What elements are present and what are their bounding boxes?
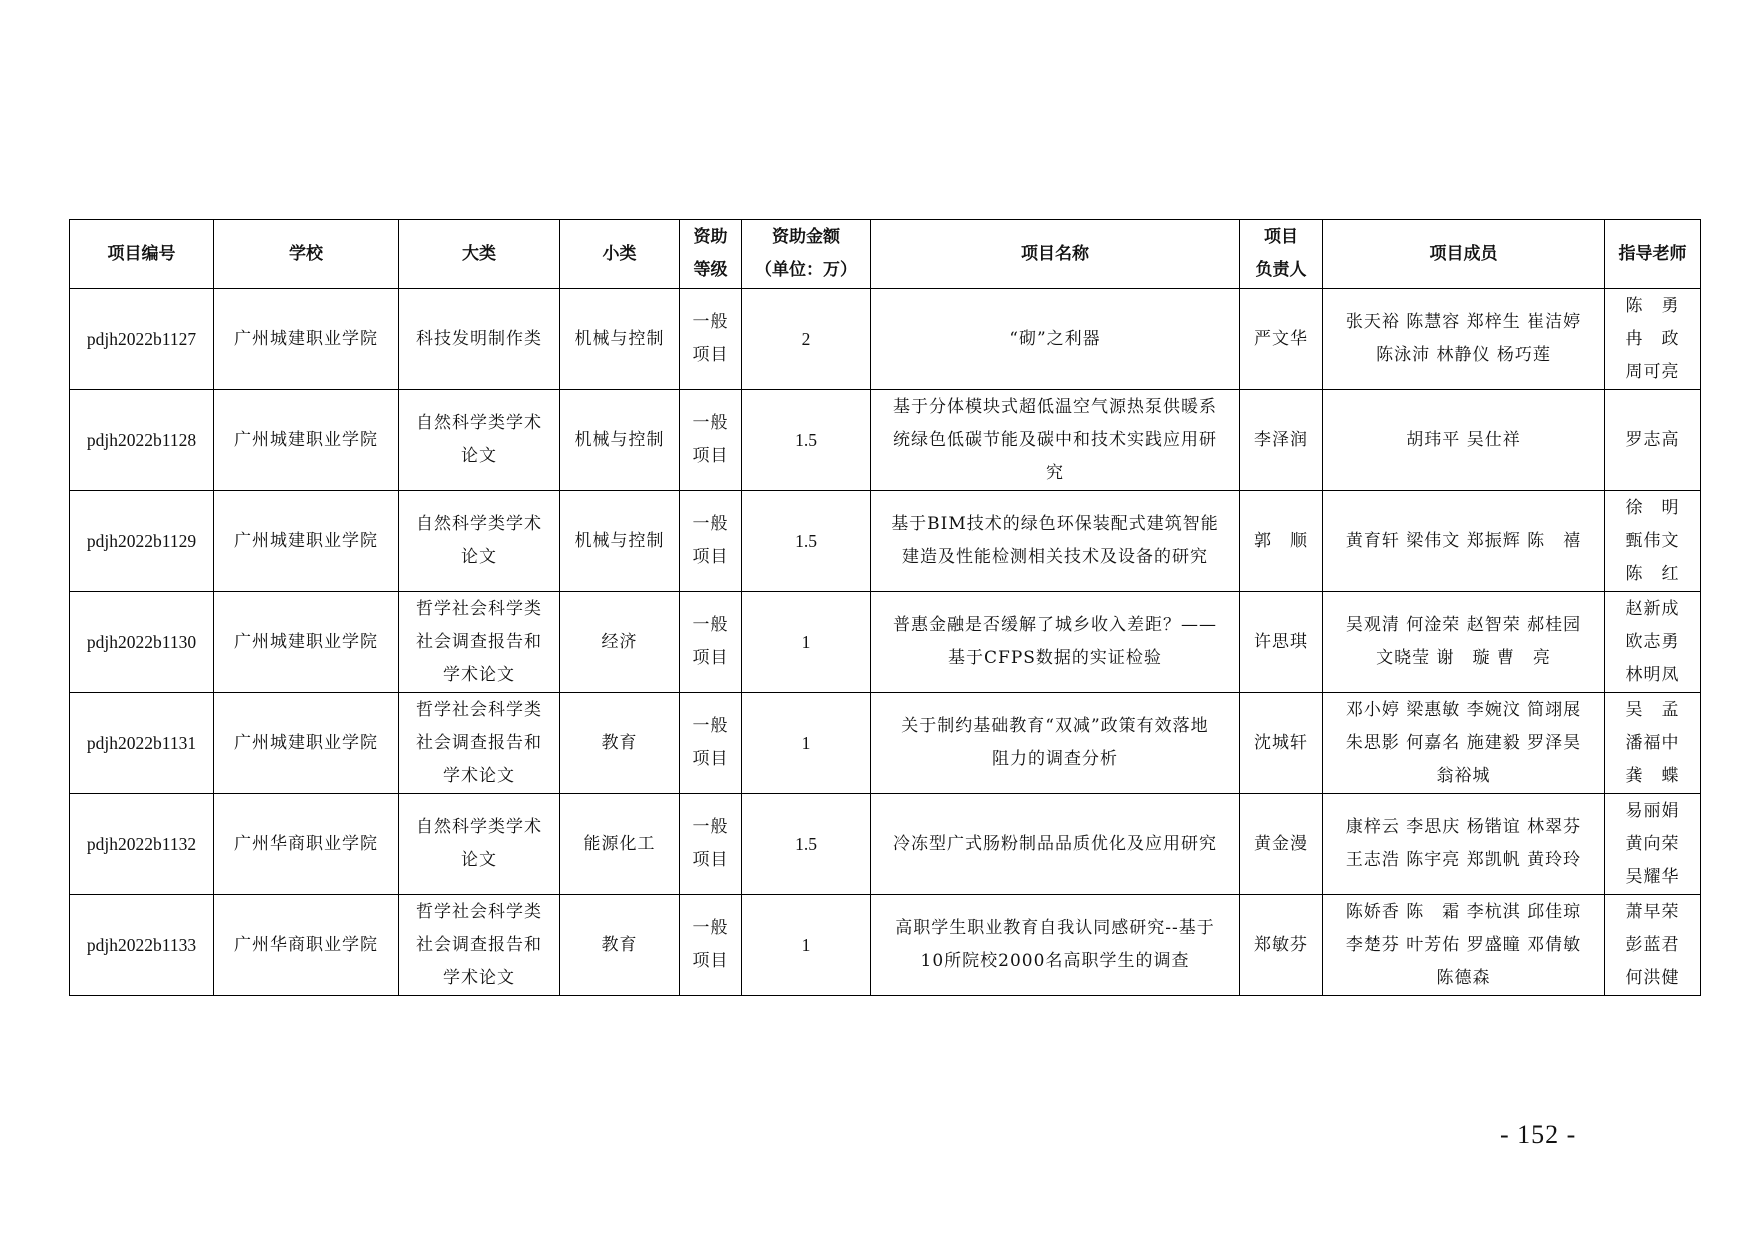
- cell-line: 何洪健: [1625, 967, 1680, 988]
- project-leader-cell: 黄金漫: [1240, 794, 1323, 895]
- cell-line: 黄向荣: [1625, 833, 1680, 854]
- project-members-cell: [1323, 289, 1605, 390]
- cell-line: 小类: [602, 243, 637, 264]
- cell-line: 社会调查报告和: [416, 732, 542, 753]
- school-cell: 广州城建职业学院: [214, 289, 399, 390]
- cell-line: 论文: [461, 547, 497, 567]
- advisors-cell: [1605, 592, 1701, 693]
- funding-level-cell: [680, 895, 742, 996]
- cell-line: 项目: [692, 446, 729, 466]
- advisors-cell: [1605, 491, 1701, 592]
- project-members-cell: [1323, 794, 1605, 895]
- subcategory-cell: 机械与控制: [560, 390, 680, 491]
- cell-line: 陈德森: [1436, 967, 1491, 988]
- project-name-cell: [871, 693, 1240, 794]
- cell-line: 自然科学类学术: [416, 514, 542, 534]
- cell-line: 社会调查报告和: [416, 631, 542, 652]
- school-cell: 广州城建职业学院: [214, 693, 399, 794]
- cell-line: 潘福中: [1625, 732, 1680, 753]
- cell-line: 陈 勇: [1625, 295, 1680, 316]
- project-code-cell: pdjh2022b1133: [70, 895, 214, 996]
- cell-line: 陈娇香 陈 霜 李杭淇 邱佳琼: [1345, 901, 1582, 922]
- cell-line: 项目: [692, 749, 729, 769]
- cell-line: 欧志勇: [1625, 631, 1680, 652]
- cell-line: 文晓莹 谢 璇 曹 亮: [1376, 648, 1551, 668]
- project-members-cell: [1323, 895, 1605, 996]
- cell-line: 哲学社会科学类: [416, 598, 542, 619]
- cell-line: 学术论文: [443, 765, 515, 786]
- cell-line: 黄育轩 梁伟文 郑振辉 陈 禧: [1345, 530, 1582, 551]
- cell-line: 学术论文: [443, 967, 515, 988]
- cell-line: 一般: [692, 817, 729, 837]
- project-name-cell: [871, 794, 1240, 895]
- cell-line: 10所院校2000名高职学生的调查: [920, 951, 1190, 971]
- project-name-cell: [871, 491, 1240, 592]
- cell-line: 项目编号: [107, 243, 176, 264]
- table-row: [70, 895, 1701, 996]
- header-project-code: [70, 220, 214, 289]
- funding-amount-cell: 1.5: [742, 390, 871, 491]
- project-members-cell: [1323, 693, 1605, 794]
- project-name-cell: [871, 390, 1240, 491]
- project-code-cell: pdjh2022b1127: [70, 289, 214, 390]
- funding-level-cell: [680, 289, 742, 390]
- header-row: [70, 220, 1701, 289]
- cell-line: 项目: [1264, 227, 1298, 247]
- advisors-cell: [1605, 895, 1701, 996]
- advisors-cell: [1605, 390, 1701, 491]
- table-row: [70, 289, 1701, 390]
- table-row: [70, 491, 1701, 592]
- cell-line: 一般: [692, 716, 729, 736]
- funding-amount-cell: 2: [742, 289, 871, 390]
- cell-line: 项目成员: [1429, 243, 1498, 264]
- cell-line: 项目: [692, 345, 729, 365]
- cell-line: 张天裕 陈慧容 郑梓生 崔洁婷: [1345, 312, 1582, 332]
- cell-line: 胡玮平 吴仕祥: [1406, 429, 1521, 450]
- cell-line: 一般: [692, 918, 729, 938]
- cell-line: 大类: [462, 243, 496, 264]
- funding-amount-cell: 1: [742, 895, 871, 996]
- cell-line: 自然科学类学术: [416, 413, 542, 433]
- project-name-cell: [871, 895, 1240, 996]
- cell-line: 冷冻型广式肠粉制品品质优化及应用研究: [893, 833, 1217, 854]
- advisors-cell: [1605, 289, 1701, 390]
- project-leader-cell: 郑敏芬: [1240, 895, 1323, 996]
- cell-line: 学校: [289, 243, 323, 264]
- table-row: [70, 390, 1701, 491]
- cell-line: 吴观清 何淦荣 赵智荣 郝桂园: [1345, 615, 1582, 635]
- table-row: [70, 794, 1701, 895]
- header-funding-level: [680, 220, 742, 289]
- funding-level-cell: [680, 491, 742, 592]
- advisors-cell: [1605, 693, 1701, 794]
- advisors-cell: [1605, 794, 1701, 895]
- projects-table: [69, 219, 1701, 996]
- cell-line: 李楚芬 叶芳佑 罗盛瞳 邓倩敏: [1345, 934, 1582, 955]
- cell-line: 哲学社会科学类: [416, 901, 542, 922]
- header-category: [399, 220, 560, 289]
- cell-line: 论文: [461, 850, 497, 870]
- subcategory-cell: 机械与控制: [560, 491, 680, 592]
- cell-line: 项目: [692, 648, 729, 668]
- cell-line: 吴 孟: [1625, 699, 1680, 720]
- header-school: [214, 220, 399, 289]
- cell-line: 林明凤: [1625, 664, 1680, 685]
- cell-line: 社会调查报告和: [416, 934, 542, 955]
- cell-line: 王志浩 陈宇亮 郑凯帆 黄玲玲: [1345, 850, 1582, 870]
- cell-line: 项目: [692, 547, 729, 567]
- cell-line: 龚 蝶: [1625, 765, 1680, 786]
- cell-line: 徐 明: [1625, 497, 1680, 518]
- cell-line: 论文: [461, 446, 497, 466]
- school-cell: 广州城建职业学院: [214, 491, 399, 592]
- cell-line: 冉 政: [1625, 328, 1680, 349]
- cell-line: 指导老师: [1618, 243, 1687, 264]
- funding-level-cell: [680, 390, 742, 491]
- cell-line: 赵新成: [1625, 598, 1680, 619]
- cell-line: 一般: [692, 615, 729, 635]
- project-code-cell: pdjh2022b1130: [70, 592, 214, 693]
- project-leader-cell: 李泽润: [1240, 390, 1323, 491]
- cell-line: 一般: [692, 514, 729, 534]
- cell-line: 易丽娟: [1625, 800, 1680, 821]
- header-funding-amount: [742, 220, 871, 289]
- funding-level-cell: [680, 693, 742, 794]
- cell-line: 项目名称: [1021, 243, 1089, 264]
- school-cell: 广州华商职业学院: [214, 895, 399, 996]
- cell-line: 甄伟文: [1625, 530, 1680, 551]
- cell-line: 翁裕城: [1436, 765, 1491, 786]
- cell-line: 罗志高: [1625, 429, 1680, 450]
- cell-line: 自然科学类学术: [416, 817, 542, 837]
- cell-line: 基于分体模块式超低温空气源热泵供暖系: [893, 396, 1217, 417]
- project-leader-cell: 严文华: [1240, 289, 1323, 390]
- category-cell: [399, 390, 560, 491]
- cell-line: 负责人: [1255, 260, 1307, 280]
- school-cell: 广州城建职业学院: [214, 390, 399, 491]
- cell-line: 项目: [692, 951, 729, 971]
- subcategory-cell: 教育: [560, 895, 680, 996]
- header-project-leader: [1240, 220, 1323, 289]
- cell-line: 项目: [692, 850, 729, 870]
- cell-line: 基于CFPS数据的实证检验: [948, 648, 1162, 668]
- project-members-cell: [1323, 390, 1605, 491]
- category-cell: [399, 895, 560, 996]
- cell-line: 科技发明制作类: [416, 328, 542, 349]
- funding-level-cell: [680, 794, 742, 895]
- cell-line: 陈泳沛 林静仪 杨巧莲: [1376, 345, 1551, 365]
- project-leader-cell: 郭 顺: [1240, 491, 1323, 592]
- table-row: [70, 693, 1701, 794]
- category-cell: [399, 693, 560, 794]
- cell-line: 阻力的调查分析: [992, 749, 1118, 769]
- cell-line: 资助: [693, 227, 728, 247]
- project-name-cell: [871, 592, 1240, 693]
- cell-line: 一般: [692, 312, 729, 332]
- cell-line: 一般: [692, 413, 729, 433]
- cell-line: 朱思影 何嘉名 施建毅 罗泽昊: [1345, 732, 1582, 753]
- category-cell: [399, 289, 560, 390]
- project-members-cell: [1323, 491, 1605, 592]
- subcategory-cell: 机械与控制: [560, 289, 680, 390]
- subcategory-cell: 教育: [560, 693, 680, 794]
- cell-line: 普惠金融是否缓解了城乡收入差距？——: [893, 615, 1217, 635]
- cell-line: 康梓云 李思庆 杨锴谊 林翠芬: [1345, 817, 1582, 837]
- project-name-cell: [871, 289, 1240, 390]
- table-body: [70, 289, 1701, 996]
- funding-level-cell: [680, 592, 742, 693]
- subcategory-cell: 经济: [560, 592, 680, 693]
- subcategory-cell: 能源化工: [560, 794, 680, 895]
- cell-line: 陈 红: [1625, 563, 1680, 584]
- cell-line: 等级: [693, 260, 728, 280]
- page-number: - 152 -: [1500, 1120, 1577, 1149]
- cell-line: 建造及性能检测相关技术及设备的研究: [902, 547, 1208, 567]
- category-cell: [399, 794, 560, 895]
- table-row: [70, 592, 1701, 693]
- cell-line: 基于BIM技术的绿色环保装配式建筑智能: [891, 514, 1219, 534]
- funding-amount-cell: 1: [742, 693, 871, 794]
- cell-line: 邓小婷 梁惠敏 李婉汶 简翊展: [1345, 699, 1582, 720]
- project-code-cell: pdjh2022b1132: [70, 794, 214, 895]
- cell-line: 究: [1046, 462, 1064, 483]
- project-code-cell: pdjh2022b1128: [70, 390, 214, 491]
- cell-line: 资助金额: [772, 227, 840, 247]
- header-subcategory: [560, 220, 680, 289]
- cell-line: 周可亮: [1625, 361, 1680, 382]
- school-cell: 广州城建职业学院: [214, 592, 399, 693]
- project-members-cell: [1323, 592, 1605, 693]
- cell-line: 彭蓝君: [1625, 934, 1680, 955]
- category-cell: [399, 491, 560, 592]
- cell-line: 吴耀华: [1625, 866, 1680, 887]
- cell-line: “砌”之利器: [1009, 328, 1101, 349]
- school-cell: 广州华商职业学院: [214, 794, 399, 895]
- funding-amount-cell: 1.5: [742, 794, 871, 895]
- header-project-name: [871, 220, 1240, 289]
- funding-amount-cell: 1.5: [742, 491, 871, 592]
- cell-line: 高职学生职业教育自我认同感研究--基于: [895, 918, 1215, 938]
- funding-amount-cell: 1: [742, 592, 871, 693]
- cell-line: 学术论文: [443, 664, 515, 685]
- cell-line: 统绿色低碳节能及碳中和技术实践应用研: [893, 429, 1217, 450]
- project-code-cell: pdjh2022b1129: [70, 491, 214, 592]
- cell-line: 哲学社会科学类: [416, 699, 542, 720]
- project-leader-cell: 许思琪: [1240, 592, 1323, 693]
- cell-line: （单位：万）: [755, 260, 857, 280]
- header-project-members: [1323, 220, 1605, 289]
- header-advisors: [1605, 220, 1701, 289]
- cell-line: 关于制约基础教育“双减”政策有效落地: [901, 716, 1209, 736]
- project-leader-cell: 沈城轩: [1240, 693, 1323, 794]
- category-cell: [399, 592, 560, 693]
- cell-line: 萧早荣: [1625, 901, 1680, 922]
- project-code-cell: pdjh2022b1131: [70, 693, 214, 794]
